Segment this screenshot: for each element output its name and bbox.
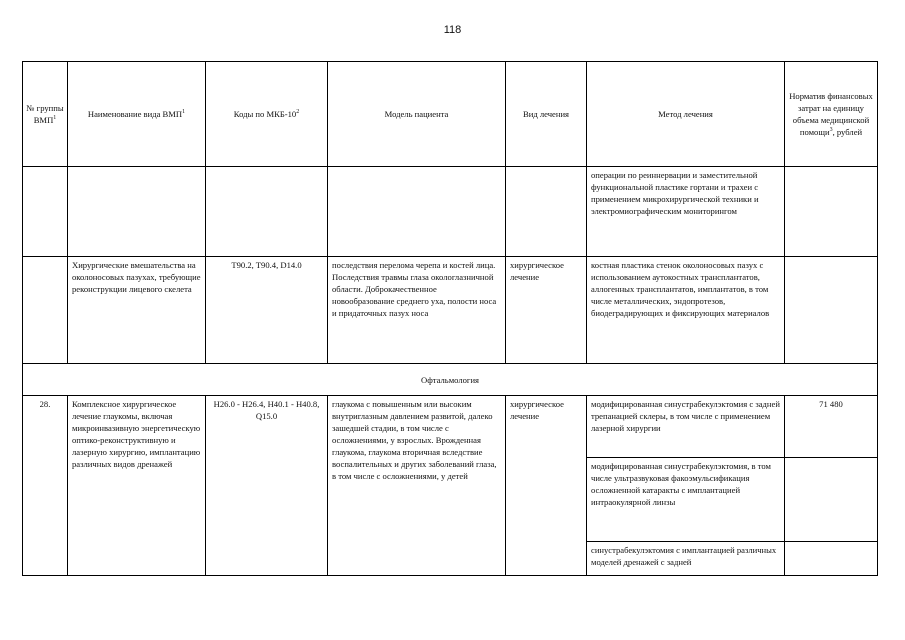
header-treatment-type: Вид лечения (506, 62, 587, 167)
patient-model-cell: последствия перелома черепа и костей лица. Последствия травмы глаза окологлазничной области. Доброкачественное новообразование среднего уха, полости носа и придаточных пазух носа (328, 257, 506, 364)
method-cell: синустрабекулэктомия с имплантацией различных моделей дренажей с задней (587, 542, 785, 576)
header-icd-codes: Коды по МКБ-$10^2$ (206, 62, 328, 167)
header-treatment-method: Метод лечения (587, 62, 785, 167)
table-row-continuation (23, 167, 878, 257)
method-cell: модифицированная синустрабекулэктомия, в том числе ультразвуковая факоэмульсификация осложненной катаракты с имплантацией интраокулярной линзы (587, 458, 785, 542)
table-row-28 (23, 396, 878, 458)
section-row (23, 364, 878, 396)
icd-codes-cell: H26.0 - H26.4, H40.1 - H40.8, Q15.0 (206, 396, 328, 576)
vmp-table (22, 61, 878, 576)
header-patient-model: Модель пациента (328, 62, 506, 167)
group-number-cell: 28. (23, 396, 68, 576)
method-cell: костная пластика стенок околоносовых пазух с использованием аутокостных трансплантатов, аллогенных трансплантатов, имплантатов, в том числе металлических, эндопротезов, биодеградирующих и фиксирующих материалов (587, 257, 785, 364)
treatment-type-cell: хирургическое лечение (506, 257, 587, 364)
header-vmp-name: Наименование вида ВМП$^1$ (68, 62, 206, 167)
icd-codes-cell: T90.2, T90.4, D14.0 (206, 257, 328, 364)
vmp-name-cell: Комплексное хирургическое лечение глаукомы, включая микроинвазивную энергетическую оптико-реконструктивную и лазерную хирургию, имплантацию различных видов дренажей (68, 396, 206, 576)
section-title: Офтальмология (23, 364, 878, 396)
method-cell: модифицированная синустрабекулэктомия с задней трепанацией склеры, в том числе с применением лазерной хирургии (587, 396, 785, 458)
header-financial-norm: Норматив финансовых затрат на единицу объема медицинской помощи$^3$, рублей (785, 62, 878, 167)
header-group-number: № группы ВМП$^1$ (23, 62, 68, 167)
method-cell: операции по реиннервации и заместительной функциональной пластике гортани и трахеи с применением микрохирургической техники и электромиографическим мониторингом (587, 167, 785, 257)
table-header-row (23, 62, 878, 167)
table-row-facial (23, 257, 878, 364)
page-number: 118 (443, 24, 462, 36)
patient-model-cell: глаукома с повышенным или высоким внутриглазным давлением развитой, далеко зашедшей стадии, в том числе с осложнениями, у взрослых. Врожденная глаукома, глаукома вторичная вследствие воспалительных и других заболеваний глаза, в том числе с осложнениями, у детей (328, 396, 506, 576)
vmp-name-cell: Хирургические вмешательства на околоносовых пазухах, требующие реконструкции лицевого скелета (68, 257, 206, 364)
financial-norm-cell: 71 480 (785, 396, 878, 458)
treatment-type-cell: хирургическое лечение (506, 396, 587, 576)
